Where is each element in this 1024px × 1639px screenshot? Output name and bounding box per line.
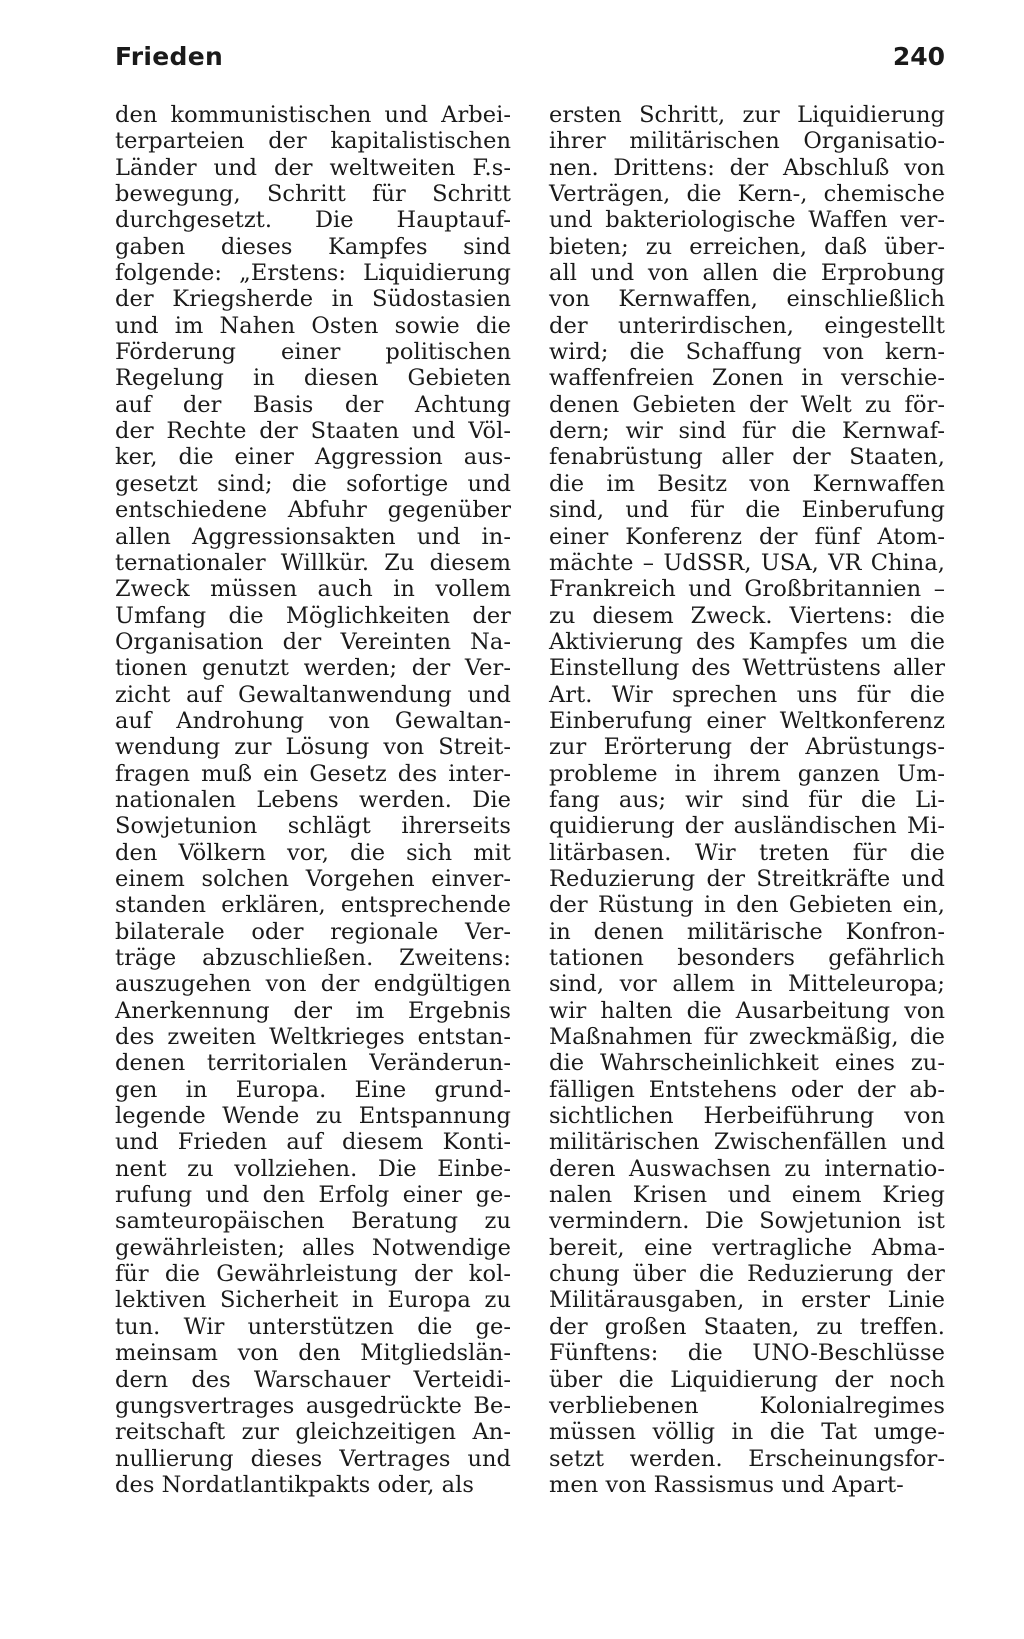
text-line: auf Androhung von Gewaltan-: [115, 707, 511, 734]
text-line: quidierung der ausländischen Mi-: [549, 813, 945, 840]
text-line: ternationaler Willkür. Zu diesem: [115, 549, 511, 576]
text-line: nalen Krisen und einem Krieg: [549, 1182, 945, 1209]
text-line: ersten Schritt, zur Liquidierung: [549, 102, 945, 128]
text-line: für die Gewährleistung der kol-: [115, 1261, 511, 1288]
text-line: der Rechte der Staaten und Völ-: [115, 418, 511, 445]
text-line: dern des Warschauer Verteidi-: [115, 1366, 511, 1393]
text-line: vermindern. Die Sowjetunion ist: [549, 1208, 945, 1235]
text-line: ihrer militärischen Organisatio-: [549, 128, 945, 155]
text-line: gesetzt sind; die sofortige und: [115, 470, 511, 497]
text-line: tionen genutzt werden; der Ver-: [115, 655, 511, 682]
text-line: in denen militärische Konfron-: [549, 918, 945, 945]
text-line: all und von allen die Erprobung: [549, 260, 945, 287]
text-line: der großen Staaten, zu treffen.: [549, 1313, 945, 1340]
text-line: wir halten die Ausarbeitung von: [549, 997, 945, 1024]
text-line: und Frieden auf diesem Konti-: [115, 1129, 511, 1156]
text-line: terparteien der kapitalistischen: [115, 128, 511, 155]
text-line: sichtlichen Herbeiführung von: [549, 1103, 945, 1130]
text-line: Verträgen, die Kern-, chemische: [549, 181, 945, 208]
left-text-column: [115, 102, 511, 1498]
text-line: men von Rassismus und Apart-: [549, 1471, 904, 1498]
text-line: Art. Wir sprechen uns für die: [549, 681, 945, 708]
text-line: wendung zur Lösung von Streit-: [115, 734, 511, 761]
text-line: folgende: „Erstens: Liquidierung: [115, 260, 511, 287]
text-line: zicht auf Gewaltanwendung und: [115, 681, 511, 708]
text-line: gewährleisten; alles Notwendige: [115, 1234, 511, 1261]
text-line: des Nordatlantikpakts oder, als: [115, 1471, 474, 1498]
text-line: nullierung dieses Vertrages und: [115, 1445, 511, 1472]
running-header: [115, 42, 945, 78]
text-line: des zweiten Weltkrieges entstan-: [115, 1024, 511, 1051]
text-line: tationen besonders gefährlich: [549, 945, 945, 971]
text-line: Frankreich und Großbritannien –: [549, 576, 945, 603]
text-line: dern; wir sind für die Kernwaf-: [549, 418, 945, 445]
text-line: die im Besitz von Kernwaffen: [549, 470, 945, 497]
text-line: fenabrüstung aller der Staaten,: [549, 444, 945, 471]
text-line: über die Liquidierung der noch: [549, 1366, 945, 1393]
text-line: nent zu vollziehen. Die Einbe-: [115, 1155, 511, 1182]
text-line: Zweck müssen auch in vollem: [115, 576, 511, 603]
text-line: lektiven Sicherheit in Europa zu: [115, 1287, 511, 1314]
text-line: Länder und der weltweiten F.s-: [115, 154, 511, 181]
text-line: Einstellung des Wettrüstens aller: [549, 655, 945, 682]
text-line: Anerkennung der im Ergebnis: [115, 997, 511, 1024]
text-line: gen in Europa. Eine grund-: [115, 1076, 511, 1103]
text-line: bereit, eine vertragliche Abma-: [549, 1234, 945, 1261]
text-line: probleme in ihrem ganzen Um-: [549, 760, 945, 787]
text-line: fälligen Entstehens oder der ab-: [549, 1076, 945, 1103]
text-line: der Rüstung in den Gebieten ein,: [549, 892, 945, 919]
text-line: den kommunistischen und Arbei-: [115, 102, 511, 128]
text-line: Regelung in diesen Gebieten: [115, 365, 511, 392]
text-line: nen. Drittens: der Abschluß von: [549, 154, 945, 181]
text-line: der Kriegsherde in Südostasien: [115, 286, 511, 313]
text-line: deren Auswachsen zu internatio-: [549, 1155, 945, 1182]
text-line: Einberufung einer Weltkonferenz: [549, 707, 945, 734]
text-line: Reduzierung der Streitkräfte und: [549, 865, 945, 892]
text-line: ker, die einer Aggression aus-: [115, 444, 511, 471]
text-line: durchgesetzt. Die Hauptauf-: [115, 207, 511, 234]
text-line: setzt werden. Erscheinungsfor-: [549, 1445, 945, 1472]
text-line: litärbasen. Wir treten für die: [549, 839, 945, 866]
text-line: bewegung, Schritt für Schritt: [115, 181, 511, 208]
text-line: sind, und für die Einberufung: [549, 497, 945, 524]
text-line: träge abzuschließen. Zweitens:: [115, 945, 511, 971]
text-line: gaben dieses Kampfes sind: [115, 233, 511, 260]
text-line: bilaterale oder regionale Ver-: [115, 918, 511, 945]
text-line: nationalen Lebens werden. Die: [115, 786, 511, 813]
text-line: samteuropäischen Beratung zu: [115, 1208, 511, 1235]
text-line: den Völkern vor, die sich mit: [115, 839, 511, 866]
text-line: von Kernwaffen, einschließlich: [549, 286, 945, 313]
text-line: auszugehen von der endgültigen: [115, 971, 511, 998]
text-line: sind, vor allem in Mitteleuropa;: [549, 971, 945, 998]
text-line: allen Aggressionsakten und in-: [115, 523, 511, 550]
text-line: tun. Wir unterstützen die ge-: [115, 1313, 511, 1340]
text-line: mächte – UdSSR, USA, VR China,: [549, 549, 945, 576]
right-text-column: [549, 102, 945, 1498]
text-line: denen territorialen Veränderun-: [115, 1050, 511, 1077]
text-line: Umfang die Möglichkeiten der: [115, 602, 511, 629]
text-line: bieten; zu erreichen, daß über-: [549, 233, 945, 260]
text-line: Maßnahmen für zweckmäßig, die: [549, 1024, 945, 1051]
text-line: standen erklären, entsprechende: [115, 892, 511, 919]
text-line: gungsvertrages ausgedrückte Be-: [115, 1392, 511, 1419]
text-line: fang aus; wir sind für die Li-: [549, 786, 945, 813]
text-line: denen Gebieten der Welt zu för-: [549, 391, 945, 418]
text-line: wird; die Schaffung von kern-: [549, 339, 945, 366]
text-line: rufung und den Erfolg einer ge-: [115, 1182, 511, 1209]
text-line: Aktivierung des Kampfes um die: [549, 628, 945, 655]
text-line: müssen völlig in die Tat umge-: [549, 1419, 945, 1446]
text-line: zu diesem Zweck. Viertens: die: [549, 602, 945, 629]
text-line: Sowjetunion schlägt ihrerseits: [115, 813, 511, 840]
text-line: einem solchen Vorgehen einver-: [115, 865, 511, 892]
text-line: die Wahrscheinlichkeit eines zu-: [549, 1050, 945, 1077]
text-line: Organisation der Vereinten Na-: [115, 628, 511, 655]
text-line: Fünftens: die UNO-Beschlüsse: [549, 1340, 945, 1367]
text-line: entschiedene Abfuhr gegenüber: [115, 497, 511, 524]
text-line: einer Konferenz der fünf Atom-: [549, 523, 945, 550]
text-line: und bakteriologische Waffen ver-: [549, 207, 945, 234]
text-line: und im Nahen Osten sowie die: [115, 312, 511, 339]
text-line: Militärausgaben, in erster Linie: [549, 1287, 945, 1314]
text-line: militärischen Zwischenfällen und: [549, 1129, 945, 1156]
page-title: Frieden: [115, 42, 224, 71]
text-line: reitschaft zur gleichzeitigen An-: [115, 1419, 511, 1446]
page-number: 240: [892, 42, 945, 71]
text-line: fragen muß ein Gesetz des inter-: [115, 760, 511, 787]
text-line: der unterirdischen, eingestellt: [549, 312, 945, 339]
text-line: waffenfreien Zonen in verschie-: [549, 365, 945, 392]
text-line: chung über die Reduzierung der: [549, 1261, 945, 1288]
text-line: Förderung einer politischen: [115, 339, 511, 366]
text-line: verbliebenen Kolonialregimes: [549, 1392, 945, 1419]
text-line: meinsam von den Mitgliedslän-: [115, 1340, 511, 1367]
text-line: legende Wende zu Entspannung: [115, 1103, 511, 1130]
text-line: zur Erörterung der Abrüstungs-: [549, 734, 945, 761]
text-line: auf der Basis der Achtung: [115, 391, 511, 418]
